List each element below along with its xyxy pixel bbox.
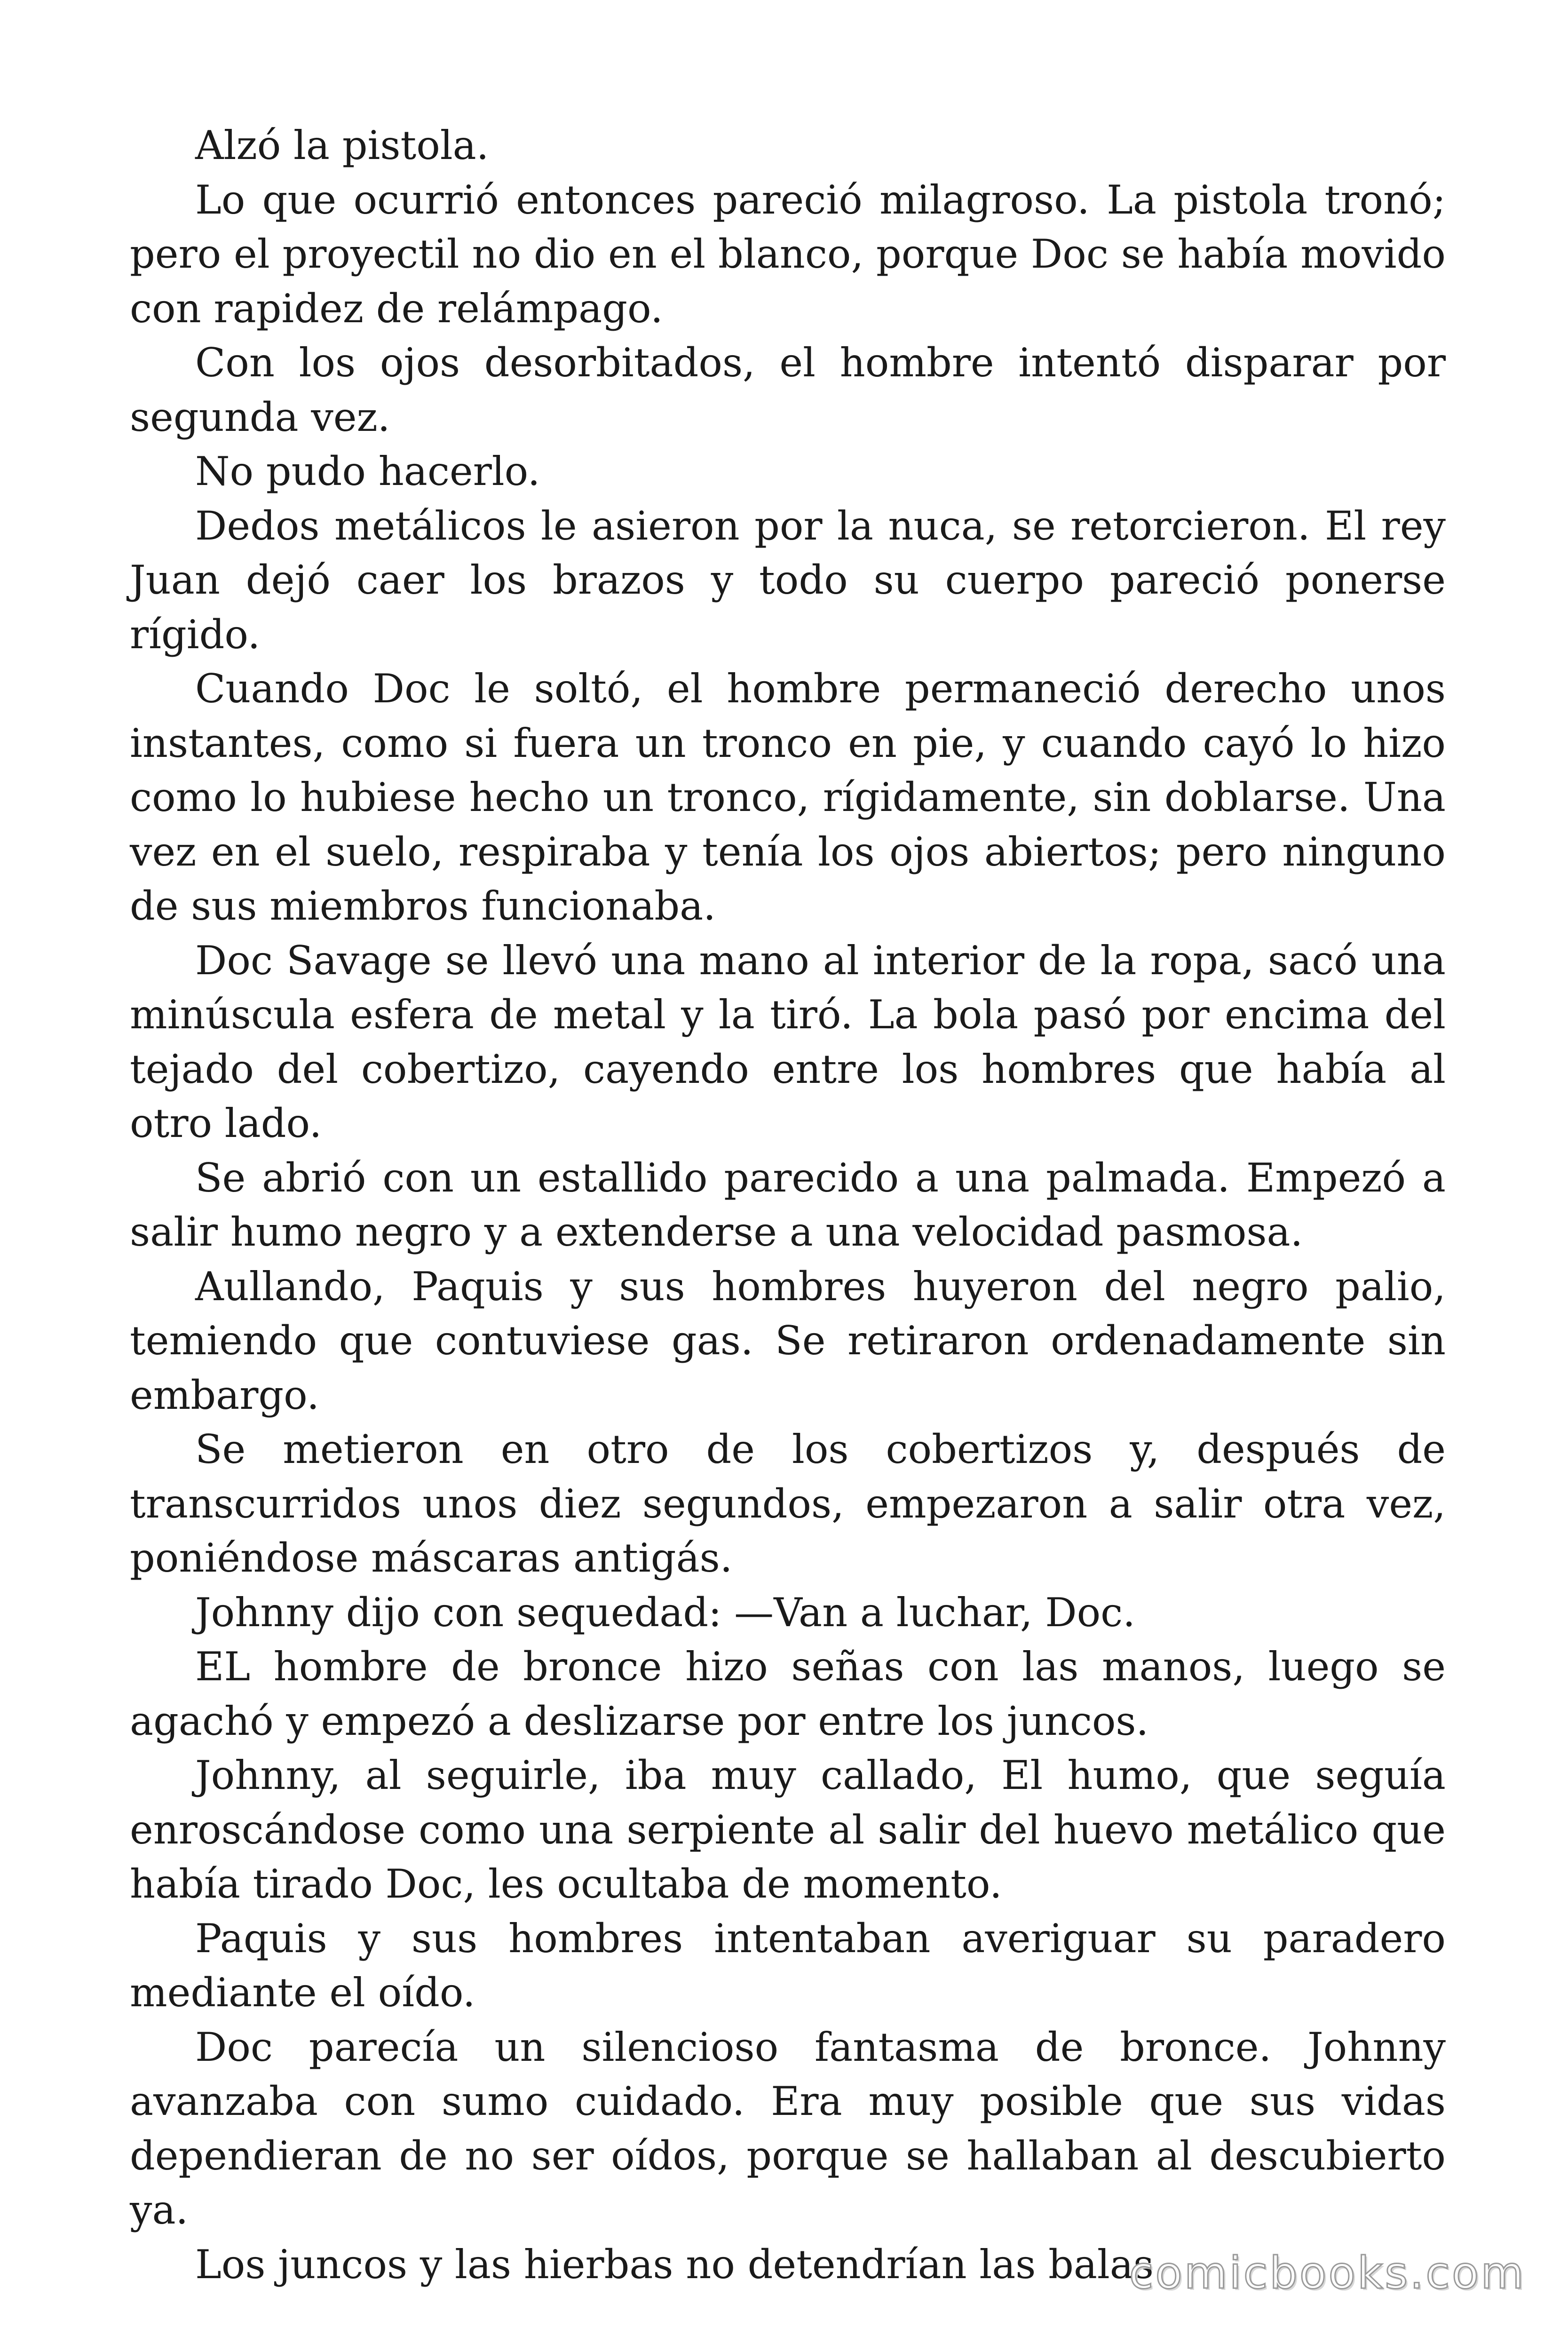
paragraph: Doc Savage se llevó una mano al interior de la ropa, sacó una minúscula esfera de metal y la tiró. La bola pasó por encima del tejado del cobertizo, cayendo entre los hombres que había al otro lado. [130,937,1446,1146]
paragraph: EL hombre de bronce hizo señas con las manos, luego se agachó y empezó a deslizarse por entre los juncos. [130,1644,1446,1744]
paragraph: Dedos metálicos le asieron por la nuca, se retorcieron. El rey Juan dejó caer los brazos y todo su cuerpo pareció ponerse rígido. [130,502,1446,658]
site-watermark: comicbooks.com [1129,2248,1526,2299]
paragraph: Johnny, al seguirle, iba muy callado, El humo, que seguía enroscándose como una serpiente al salir del huevo metálico que había tirado Doc, les ocultaba de momento. [130,1752,1446,1907]
paragraph: Paquis y sus hombres intentaban averiguar su paradero mediante el oído. [130,1915,1446,2016]
paragraph: Se metieron en otro de los cobertizos y, después de transcurridos unos diez segundos, empezaron a salir otra vez, poniéndose máscaras antigás. [130,1426,1446,1581]
paragraph: Con los ojos desorbitados, el hombre intentó disparar por segunda vez. [130,340,1446,440]
paragraph: Los juncos y las hierbas no detendrían las balas. [195,2241,1166,2288]
paragraph: No pudo hacerlo. [195,448,540,494]
paragraph: Alzó la pistola. [195,122,489,168]
paragraph: Se abrió con un estallido parecido a una palmada. Empezó a salir humo negro y a extenderse a una velocidad pasmosa. [130,1154,1446,1255]
paragraph: Doc parecía un silencioso fantasma de bronce. Johnny avanzaba con sumo cuidado. Era muy posible que sus vidas dependieran de no ser oídos, porque se hallaban al descubierto ya. [130,2024,1446,2233]
paragraph: Lo que ocurrió entonces pareció milagroso. La pistola tronó; pero el proyectil no dio en el blanco, porque Doc se había movido con rapidez de relámpago. [130,176,1446,332]
paragraph: Aullando, Paquis y sus hombres huyeron del negro palio, temiendo que contuviese gas. Se retiraron ordenadamente sin embargo. [130,1263,1446,1418]
paragraph: Cuando Doc le soltó, el hombre permaneció derecho unos instantes, como si fuera un tronco en pie, y cuando cayó lo hizo como lo hubiese hecho un tronco, rígidamente, sin doblarse. Una vez en el suelo, respiraba y tenía los ojos abiertos; pero ninguno de sus miembros funcionaba. [130,666,1446,929]
body-text [130,119,1446,2292]
paragraph: Johnny dijo con sequedad: —Van a luchar, Doc. [195,1589,1135,1636]
